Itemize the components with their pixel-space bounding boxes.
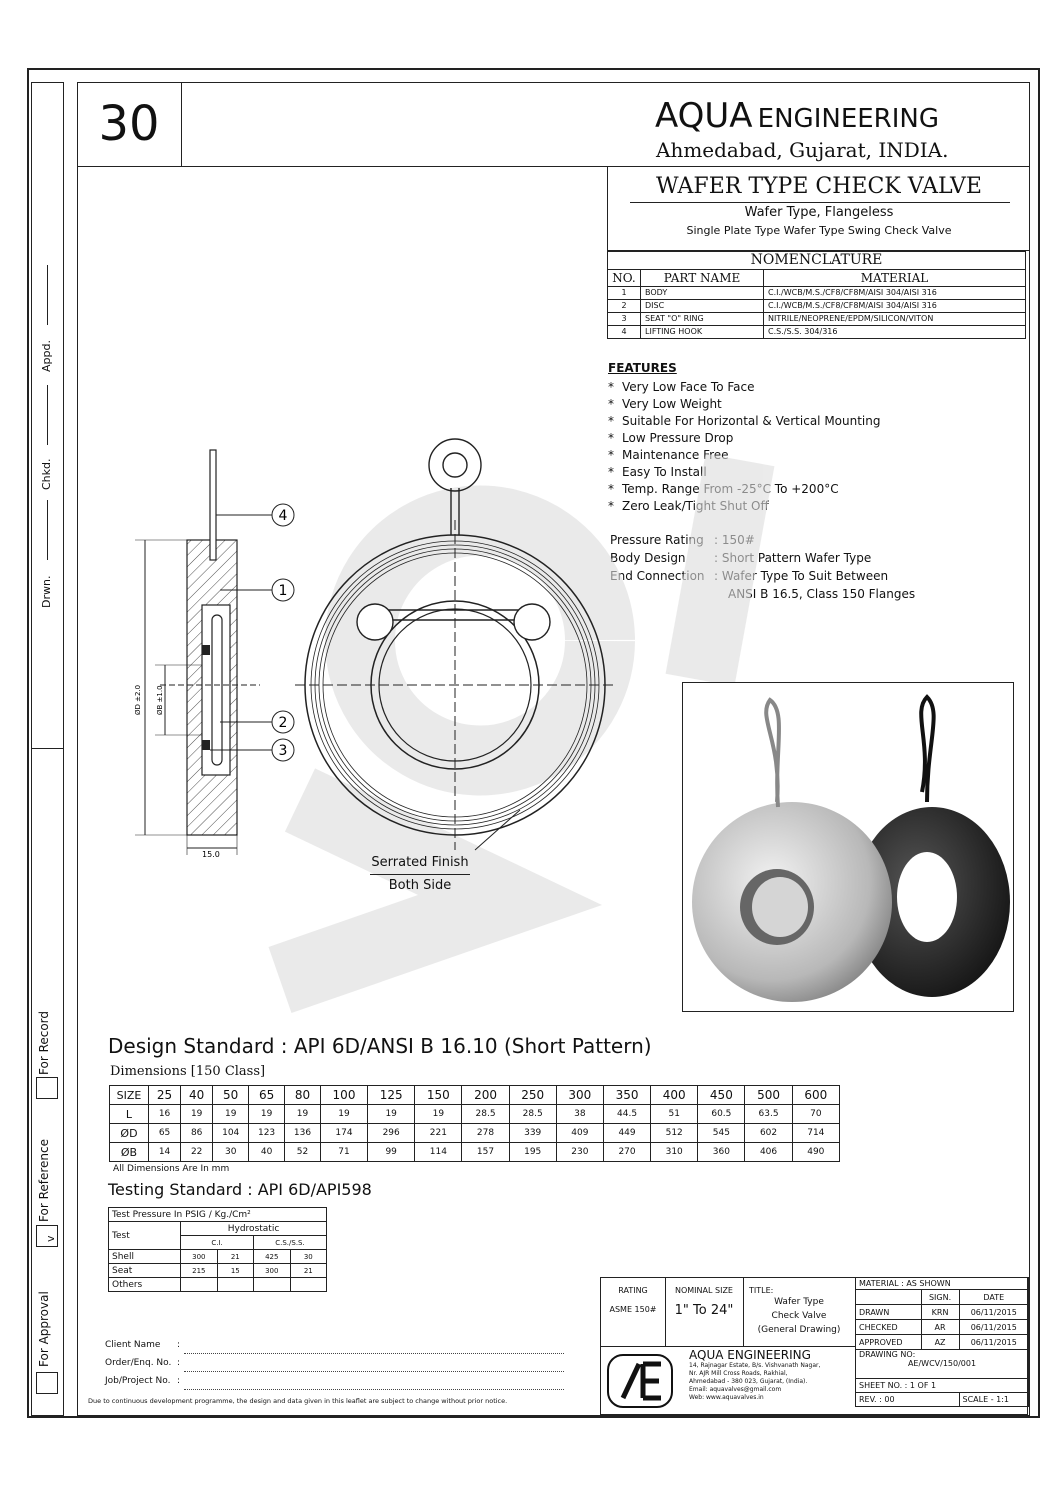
approval-date: 06/11/2015: [959, 1335, 1029, 1350]
title-cell: [743, 1278, 855, 1347]
feature-item: [608, 396, 881, 413]
title-line-2: Check Valve: [771, 1311, 827, 1321]
address-line: Web: www.aquavalves.in: [689, 1394, 764, 1401]
dimension-cell: 400: [651, 1086, 698, 1105]
dimensions-note: All Dimensions Are In mm: [113, 1164, 230, 1174]
drawing-no-label: DRAWING NO:: [859, 1350, 916, 1359]
date-header: DATE: [959, 1290, 1029, 1305]
client-name-label: Client Name: [105, 1340, 161, 1350]
dimension-cell: 60.5: [698, 1105, 745, 1124]
technical-drawing: [120, 430, 620, 900]
order-row: [105, 1354, 564, 1372]
hydro-label: Hydrostatic: [181, 1222, 327, 1236]
pressure-label: Pressure Rating: [610, 533, 704, 547]
rev-no: REV. : 00: [856, 1393, 960, 1407]
title-underline: [630, 202, 1010, 203]
test-value: 21: [217, 1250, 253, 1264]
nomenclature-row: [608, 300, 1026, 313]
part-no: 1: [608, 287, 641, 300]
check-mark: v: [44, 1235, 57, 1242]
client-info: [105, 1336, 564, 1390]
dimension-cell: 28.5: [462, 1105, 509, 1124]
dimension-label: L: [110, 1105, 149, 1124]
dimension-cell: 19: [415, 1105, 462, 1124]
dimension-cell: 19: [249, 1105, 285, 1124]
part-no: 3: [608, 313, 641, 326]
sign-header: SIGN.: [921, 1290, 959, 1305]
part-no: 4: [608, 326, 641, 339]
dimension-cell: 300: [556, 1086, 603, 1105]
rating-value: ASME 150#: [609, 1305, 657, 1314]
nomenclature-row: [608, 287, 1026, 300]
rating-cell: [601, 1278, 666, 1347]
for-reference-label: For Reference: [37, 1139, 51, 1222]
disclaimer: Due to continuous development programme, the design and data given in this leaflet are subject to change without prior notice.: [88, 1397, 508, 1405]
bullet: *: [608, 465, 614, 479]
dimension-cell: 360: [698, 1143, 745, 1162]
test-row-label: Others: [109, 1278, 181, 1292]
title-label: TITLE:: [749, 1286, 774, 1295]
dimension-cell: 278: [462, 1124, 509, 1143]
callout-2-text: 2: [278, 715, 288, 731]
feature-text: Easy To Install: [622, 465, 707, 479]
dim-d-label: ØD ±2.0: [134, 684, 142, 715]
dimension-cell: 339: [509, 1124, 556, 1143]
job-colon: :: [177, 1376, 181, 1386]
serrated-line-1: Serrated Finish: [370, 852, 470, 875]
part-material: C.I./WCB/M.S./CF8/CF8M/AISI 304/AISI 316: [764, 300, 1026, 313]
design-standard: Design Standard : API 6D/ANSI B 16.10 (Short Pattern): [108, 1034, 652, 1058]
dimension-cell: 125: [368, 1086, 415, 1105]
dimension-cell: 221: [415, 1124, 462, 1143]
dimension-cell: 512: [651, 1124, 698, 1143]
dimension-row: [110, 1124, 840, 1143]
css-label: C.S./S.S.: [254, 1236, 327, 1250]
test-value: [217, 1278, 253, 1292]
product-title: WAFER TYPE CHECK VALVE: [656, 174, 982, 199]
dimension-cell: 51: [651, 1105, 698, 1124]
test-pressure-heading: Test Pressure In PSIG / Kg./Cm²: [109, 1208, 327, 1222]
nominal-cell: [665, 1278, 744, 1347]
title-block: [600, 1277, 1028, 1415]
dimension-cell: 16: [149, 1105, 181, 1124]
drwn-line: [47, 500, 48, 560]
dimension-cell: 19: [181, 1105, 213, 1124]
dimension-cell: 450: [698, 1086, 745, 1105]
dimension-cell: 86: [181, 1124, 213, 1143]
callout-3-text: 3: [278, 743, 288, 759]
dimension-cell: 150: [415, 1086, 462, 1105]
end-value-2: ANSI B 16.5, Class 150 Flanges: [728, 587, 916, 601]
approval-label: APPROVED: [856, 1335, 922, 1350]
test-pressure-table: [108, 1207, 327, 1292]
part-name: LIFTING HOOK: [641, 326, 764, 339]
test-value: 30: [290, 1250, 326, 1264]
feature-text: Maintenance Free: [622, 448, 729, 462]
nominal-label: NOMINAL SIZE: [675, 1286, 733, 1295]
client-colon: :: [177, 1340, 181, 1350]
test-value: 15: [217, 1264, 253, 1278]
dimension-cell: 157: [462, 1143, 509, 1162]
job-label: Job/Project No.: [105, 1376, 171, 1386]
col-part-name: PART NAME: [641, 270, 764, 287]
dimension-cell: 65: [149, 1124, 181, 1143]
dimension-label: ØD: [110, 1124, 149, 1143]
end-label: End Connection: [610, 569, 705, 583]
dimension-row: [110, 1086, 840, 1105]
address-line: 14, Rajnagar Estate, B/s. Vishvanath Nagar,: [689, 1362, 821, 1369]
col-material: MATERIAL: [764, 270, 1026, 287]
dimension-cell: 104: [213, 1124, 249, 1143]
feature-text: Low Pressure Drop: [622, 431, 734, 445]
dimension-cell: 406: [745, 1143, 792, 1162]
page-number-box: [77, 82, 182, 167]
client-name-row: [105, 1336, 564, 1354]
approval-row: [856, 1320, 1029, 1335]
part-name: SEAT "O" RING: [641, 313, 764, 326]
test-value: [290, 1278, 326, 1292]
dimension-cell: 500: [745, 1086, 792, 1105]
scale: SCALE - 1:1: [959, 1393, 1029, 1407]
tb-company-name: AQUA ENGINEERING: [689, 1348, 811, 1362]
dimension-cell: 30: [213, 1143, 249, 1162]
approval-label: CHECKED: [856, 1320, 922, 1335]
dimension-cell: 44.5: [603, 1105, 650, 1124]
dim-b-label: ØB ±1.0: [156, 685, 164, 715]
dimension-label: ØB: [110, 1143, 149, 1162]
dimension-cell: 25: [149, 1086, 181, 1105]
approval-sign: AR: [921, 1320, 959, 1335]
approval-sign: AZ: [921, 1335, 959, 1350]
bullet: *: [608, 414, 614, 428]
body-label: Body Design: [610, 551, 686, 565]
dimensions-table: [109, 1085, 840, 1162]
dimension-cell: 250: [509, 1086, 556, 1105]
dimension-cell: 602: [745, 1124, 792, 1143]
order-colon: :: [177, 1358, 181, 1368]
order-label: Order/Enq. No.: [105, 1358, 172, 1368]
dimension-cell: 19: [285, 1105, 321, 1124]
part-material: NITRILE/NEOPRENE/EPDM/SILICON/VITON: [764, 313, 1026, 326]
job-field[interactable]: [184, 1377, 564, 1390]
test-value: 215: [181, 1264, 218, 1278]
dimension-cell: 99: [368, 1143, 415, 1162]
bullet: *: [608, 397, 614, 411]
serrated-note: [370, 852, 470, 897]
serrated-line-2: Both Side: [388, 878, 452, 893]
test-row-label: Seat: [109, 1264, 181, 1278]
dimension-cell: 714: [792, 1124, 839, 1143]
end-value: : Wafer Type To Suit Between: [714, 569, 889, 583]
dimension-cell: 19: [368, 1105, 415, 1124]
test-value: [181, 1278, 218, 1292]
for-record-label: For Record: [37, 1010, 51, 1075]
approval-label: DRAWN: [856, 1305, 922, 1320]
dimension-cell: 114: [415, 1143, 462, 1162]
test-row-label: Shell: [109, 1250, 181, 1264]
bullet: *: [608, 431, 614, 445]
ci-label: C.I.: [181, 1236, 254, 1250]
dimension-cell: 310: [651, 1143, 698, 1162]
company-location: Ahmedabad, Gujarat, INDIA.: [656, 138, 949, 162]
nomenclature-header-row: [608, 270, 1026, 287]
approval-sign: KRN: [921, 1305, 959, 1320]
dimension-cell: 65: [249, 1086, 285, 1105]
bullet: *: [608, 482, 614, 496]
callout-4-text: 4: [278, 508, 288, 524]
part-material: C.S./S.S. 304/316: [764, 326, 1026, 339]
address-line: Nr. AJR Mill Cross Roads, Rakhial,: [689, 1370, 788, 1377]
test-row: [109, 1278, 327, 1292]
nomenclature-heading: NOMENCLATURE: [607, 251, 1026, 269]
dimension-cell: 63.5: [745, 1105, 792, 1124]
dimension-cell: 490: [792, 1143, 839, 1162]
dimension-cell: 70: [792, 1105, 839, 1124]
dimension-row: [110, 1105, 840, 1124]
dimension-cell: 40: [181, 1086, 213, 1105]
col-no: NO.: [608, 270, 641, 287]
approval-table: [855, 1277, 1029, 1407]
part-no: 2: [608, 300, 641, 313]
company-logo: [607, 1354, 673, 1408]
dimension-cell: 19: [320, 1105, 367, 1124]
chkd-line: [47, 385, 48, 445]
bullet: *: [608, 380, 614, 394]
dimension-cell: 40: [249, 1143, 285, 1162]
dimension-cell: 80: [285, 1086, 321, 1105]
feature-text: Very Low Face To Face: [622, 380, 755, 394]
front-view: [295, 439, 615, 850]
dimension-cell: 22: [181, 1143, 213, 1162]
test-value: [254, 1278, 291, 1292]
drawing-no: AE/WCV/150/001: [907, 1359, 977, 1368]
for-record-checkbox[interactable]: [36, 1077, 58, 1099]
dimension-cell: 50: [213, 1086, 249, 1105]
dimension-cell: 195: [509, 1143, 556, 1162]
job-row: [105, 1372, 564, 1390]
dimension-cell: 38: [556, 1105, 603, 1124]
test-row: [109, 1264, 327, 1278]
nomenclature-row: [608, 313, 1026, 326]
dimension-cell: 19: [213, 1105, 249, 1124]
feature-text: Zero Leak/Tight Shut Off: [622, 499, 769, 513]
part-name: DISC: [641, 300, 764, 313]
feature-text: Temp. Range From -25°C To +200°C: [622, 482, 839, 496]
pressure-value: : 150#: [714, 533, 755, 547]
title-line-3: (General Drawing): [757, 1325, 841, 1335]
part-material: C.I./WCB/M.S./CF8/CF8M/AISI 304/AISI 316: [764, 287, 1026, 300]
approval-row: [856, 1305, 1029, 1320]
dimension-cell: 296: [368, 1124, 415, 1143]
callout-1-text: 1: [278, 583, 288, 599]
address-line: Ahmedabad - 380 023, Gujarat, (India).: [689, 1378, 808, 1385]
dimension-cell: 409: [556, 1124, 603, 1143]
features-heading: FEATURES: [608, 361, 677, 375]
product-photo: [682, 682, 1014, 1012]
approval-row: [856, 1335, 1029, 1350]
client-name-field[interactable]: [184, 1341, 564, 1354]
approval-date: 06/11/2015: [959, 1320, 1029, 1335]
address-line: Email: aquavalves@gmail.com: [689, 1386, 782, 1393]
appd-label: Appd.: [40, 340, 53, 372]
dimension-cell: 28.5: [509, 1105, 556, 1124]
test-value: 425: [254, 1250, 291, 1264]
part-name: BODY: [641, 287, 764, 300]
dimension-cell: 600: [792, 1086, 839, 1105]
material-cell: MATERIAL : AS SHOWN: [856, 1278, 1029, 1290]
dimension-cell: 52: [285, 1143, 321, 1162]
product-subtitle-2: Single Plate Type Wafer Type Swing Check Valve: [686, 224, 952, 237]
company-name-sub: ENGINEERING: [757, 104, 939, 134]
test-row: [109, 1250, 327, 1264]
feature-text: Suitable For Horizontal & Vertical Mounting: [622, 414, 881, 428]
feature-item: [608, 379, 881, 396]
feature-text: Very Low Weight: [622, 397, 722, 411]
test-value: 300: [254, 1264, 291, 1278]
bullet: *: [608, 448, 614, 462]
dimension-cell: 71: [320, 1143, 367, 1162]
rating-label: RATING: [618, 1286, 648, 1295]
chkd-label: Chkd.: [40, 458, 53, 490]
dimension-cell: 123: [249, 1124, 285, 1143]
for-approval-label: For Approval: [37, 1291, 51, 1367]
product-subtitle-1: Wafer Type, Flangeless: [744, 205, 894, 220]
testing-standard: Testing Standard : API 6D/API598: [108, 1180, 372, 1199]
body-value: : Short Pattern Wafer Type: [714, 551, 872, 565]
page-number: 30: [98, 96, 160, 152]
drawing-no-cell: [856, 1350, 1029, 1379]
dimension-cell: 270: [603, 1143, 650, 1162]
title-box: [607, 166, 1030, 251]
title-line-1: Wafer Type: [774, 1297, 824, 1307]
nomenclature-row: [608, 326, 1026, 339]
dim-l-label: 15.0: [202, 850, 220, 859]
test-label: Test: [109, 1222, 181, 1250]
drwn-label: Drwn.: [40, 575, 53, 608]
dimension-cell: 14: [149, 1143, 181, 1162]
appd-line: [47, 265, 48, 325]
dimension-row: [110, 1143, 840, 1162]
dimension-label: SIZE: [110, 1086, 149, 1105]
dimension-cell: 100: [320, 1086, 367, 1105]
sheet-no: SHEET NO. : 1 OF 1: [856, 1379, 1029, 1393]
dimensions-heading: Dimensions [150 Class]: [110, 1064, 266, 1079]
dimension-cell: 545: [698, 1124, 745, 1143]
nomenclature-table: [607, 251, 1026, 339]
side-section-view: [135, 450, 260, 855]
test-value: 300: [181, 1250, 218, 1264]
order-field[interactable]: [184, 1359, 564, 1372]
company-address-block: [689, 1348, 854, 1402]
dimension-cell: 174: [320, 1124, 367, 1143]
dimension-cell: 350: [603, 1086, 650, 1105]
dimension-cell: 230: [556, 1143, 603, 1162]
for-approval-checkbox[interactable]: [36, 1372, 58, 1394]
approval-date: 06/11/2015: [959, 1305, 1029, 1320]
company-name-main: AQUA: [655, 96, 753, 136]
test-value: 21: [290, 1264, 326, 1278]
company-name: [655, 96, 939, 136]
for-reference-checkbox[interactable]: [36, 1225, 58, 1247]
dimension-cell: 200: [462, 1086, 509, 1105]
dimension-cell: 449: [603, 1124, 650, 1143]
dimension-cell: 136: [285, 1124, 321, 1143]
bullet: *: [608, 499, 614, 513]
nominal-value: 1" To 24": [674, 1303, 734, 1318]
